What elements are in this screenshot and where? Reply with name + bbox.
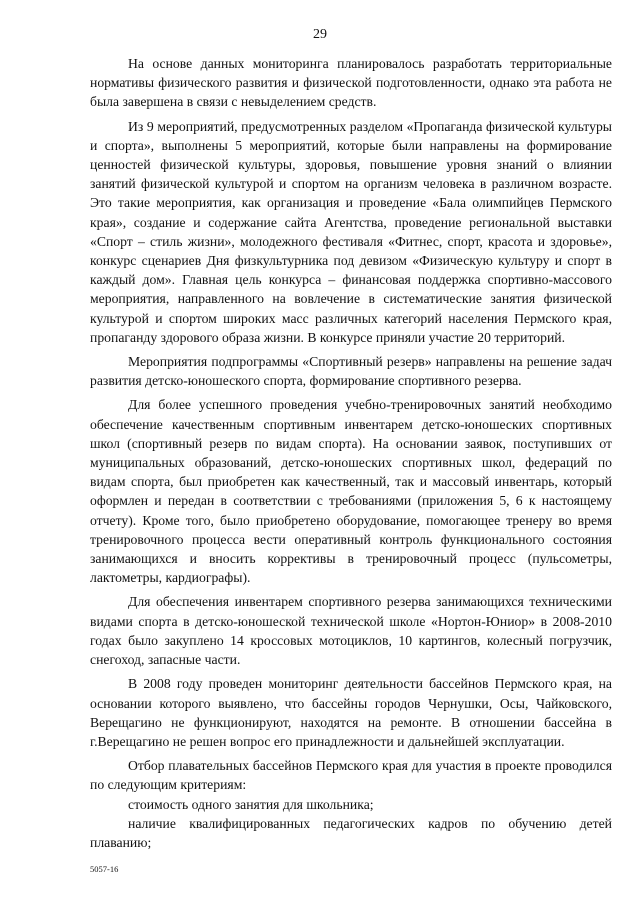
paragraph-pools-monitoring: В 2008 году проведен мониторинг деятельности бассейнов Пермского края, на основании которого выявлено, что бассейны городов Чернушки, Осы, Чайковского, Верещагино не функционируют, находятся на ремонте. В отношении бассейна в г.Верещагино не решен вопрос его принадлежности и дальнейшей эксплуатации.: [90, 676, 612, 749]
page-number: 29: [313, 27, 327, 42]
paragraph-sport-reserve: Мероприятия подпрограммы «Спортивный резерв» направлены на решение задач развития детско-юношеского спорта, формирование спортивного резерва.: [90, 354, 612, 389]
criteria-item: наличие квалифицированных педагогических кадров по обучению детей плаванию;: [90, 815, 612, 850]
paragraph-monitoring: На основе данных мониторинга планировалось разработать территориальные нормативы физического развития и физической подготовленности, однако эта работа не была завершена в связи с невыделением средств.: [90, 56, 612, 110]
paragraph-equipment: Для более успешного проведения учебно-тренировочных занятий необходимо обеспечение качественным спортивным инвентарем детско-юношеских спортивных школ (спортивный резерв по видам спорта). На основании заявок, поступивших от муниципальных образований, детско-юношеских спортивных школ, федераций по видам спорта, был приобретен как качественный, так и массовый инвентарь, который оформлен и передан в соответствии с требованиями (приложения 5, 6 к настоящему отчету). Кроме того, было приобретено оборудование, помогающее тренеру во время тренировочного процесса вести оперативный контроль функционального состояния занимающихся и вносить коррективы в тренировочный процесс (пульсометры, лактометры, кардиографы).: [90, 397, 612, 586]
paragraph-propaganda: Из 9 мероприятий, предусмотренных разделом «Пропаганда физической культуры и спорта», выполнены 5 мероприятий, которые были направлены на формирование ценностей физической культуры, здоровья, повышение уровня знаний о влиянии занятий физической культурой и спортом на организм человека в различном возрасте. Это такие мероприятия, как организация и проведение «Бала олимпийцев Пермского края», создание и содержание сайта Агентства, проведение региональной выставки «Спорт – стиль жизни», молодежного фестиваля «Фитнес, спорт, красота и здоровье», конкурс сценариев Дня физкультурника под девизом «Физическую культуру и спорт в каждый дом». Главная цель конкурса – финансовая поддержка спортивно-массового мероприятия, направленного на вовлечение в систематические занятия физической культурой и спортом широких масс различных категорий населения Пермского края, пропаганду здорового образа жизни. В конкурсе приняли участие 20 территорий.: [90, 118, 612, 345]
criteria-item: стоимость одного занятия для школьника;: [128, 796, 374, 812]
paragraph-technical-sports: Для обеспечения инвентарем спортивного резерва занимающихся техническими видами спорта в детско-юношеской технической школе «Нортон-Юниор» в 2008-2010 годах было закуплено 14 кроссовых мотоциклов, 10 картингов, колесный погрузчик, снегоход, запасные части.: [90, 594, 612, 668]
document-code: 5057-16: [90, 864, 119, 874]
document-body: [90, 54, 612, 852]
paragraph-pool-selection: Отбор плавательных бассейнов Пермского края для участия в проекте проводился по следующим критериям:: [90, 758, 612, 793]
